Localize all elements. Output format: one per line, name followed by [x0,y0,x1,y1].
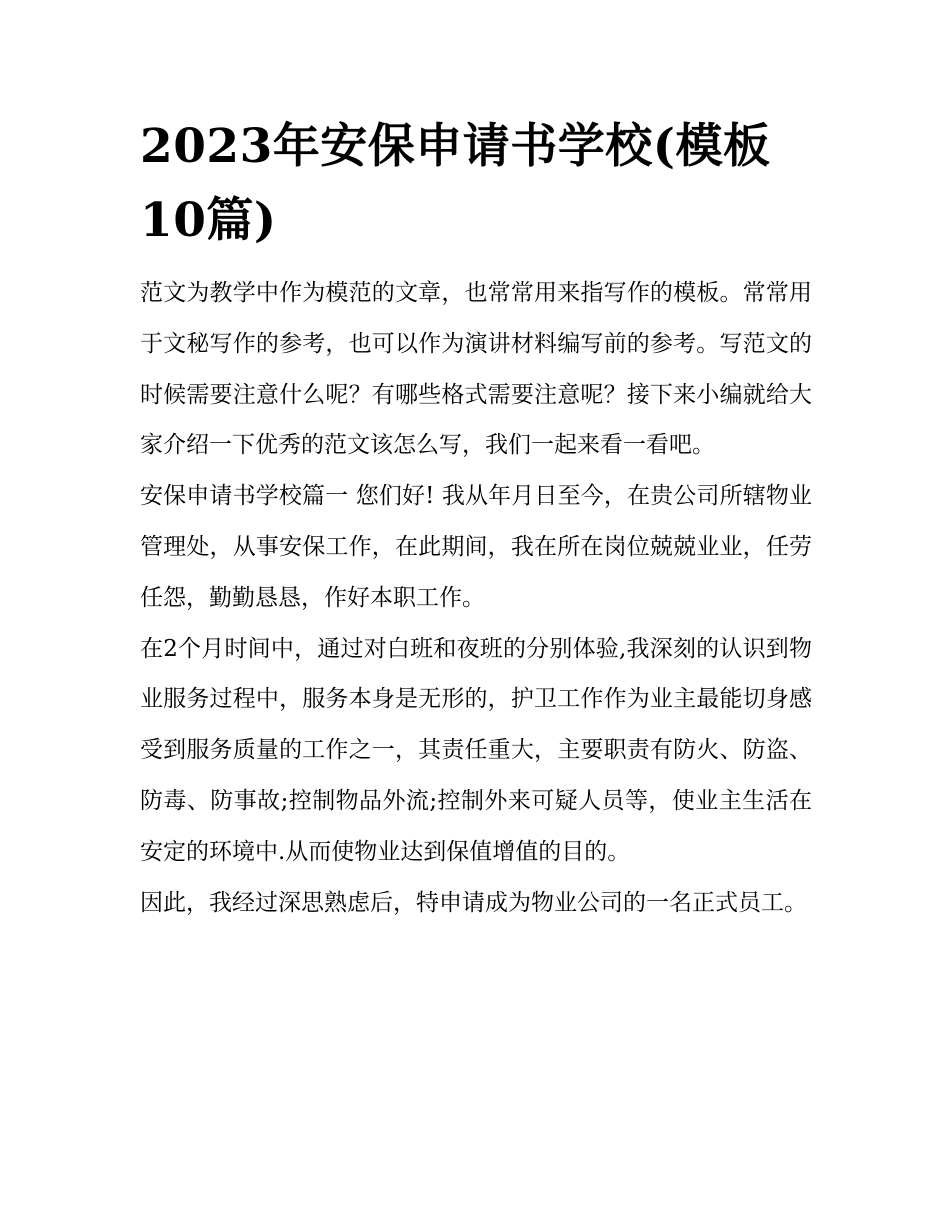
paragraph-request: 因此，我经过深思熟虑后，特申请成为物业公司的一名正式员工。 [140,889,807,916]
document-body [140,110,812,928]
document-title: 2023年安保申请书学校(模板10篇) [140,119,771,248]
paragraph-intro: 范文为教学中作为模范的文章，也常常用来指写作的模板。常常用于文秘写作的参考，也可以作为演讲材料编写前的参考。写范文的时候需要注意什么呢？有哪些格式需要注意呢？接下来小编就给大家介绍一下优秀的范文该怎么写，我们一起来看一看吧。 [140,280,812,459]
paragraph-application: 安保申请书学校篇一 您们好! 我从年月日至今，在贵公司所辖物业管理处，从事安保工作，在此期间，我在所在岗位兢兢业业，任劳任怨，勤勤恳恳，作好本职工作。 [140,483,812,611]
paragraph-experience: 在2个月时间中，通过对白班和夜班的分别体验,我深刻的认识到物业服务过程中，服务本身是无形的，护卫工作作为业主最能切身感受到服务质量的工作之一，其责任重大，主要职责有防火、防盗、防毒、防事故;控制物品外流;控制外来可疑人员等，使业主生活在安定的环境中.从而使物业达到保值增值的目的。 [140,635,812,865]
